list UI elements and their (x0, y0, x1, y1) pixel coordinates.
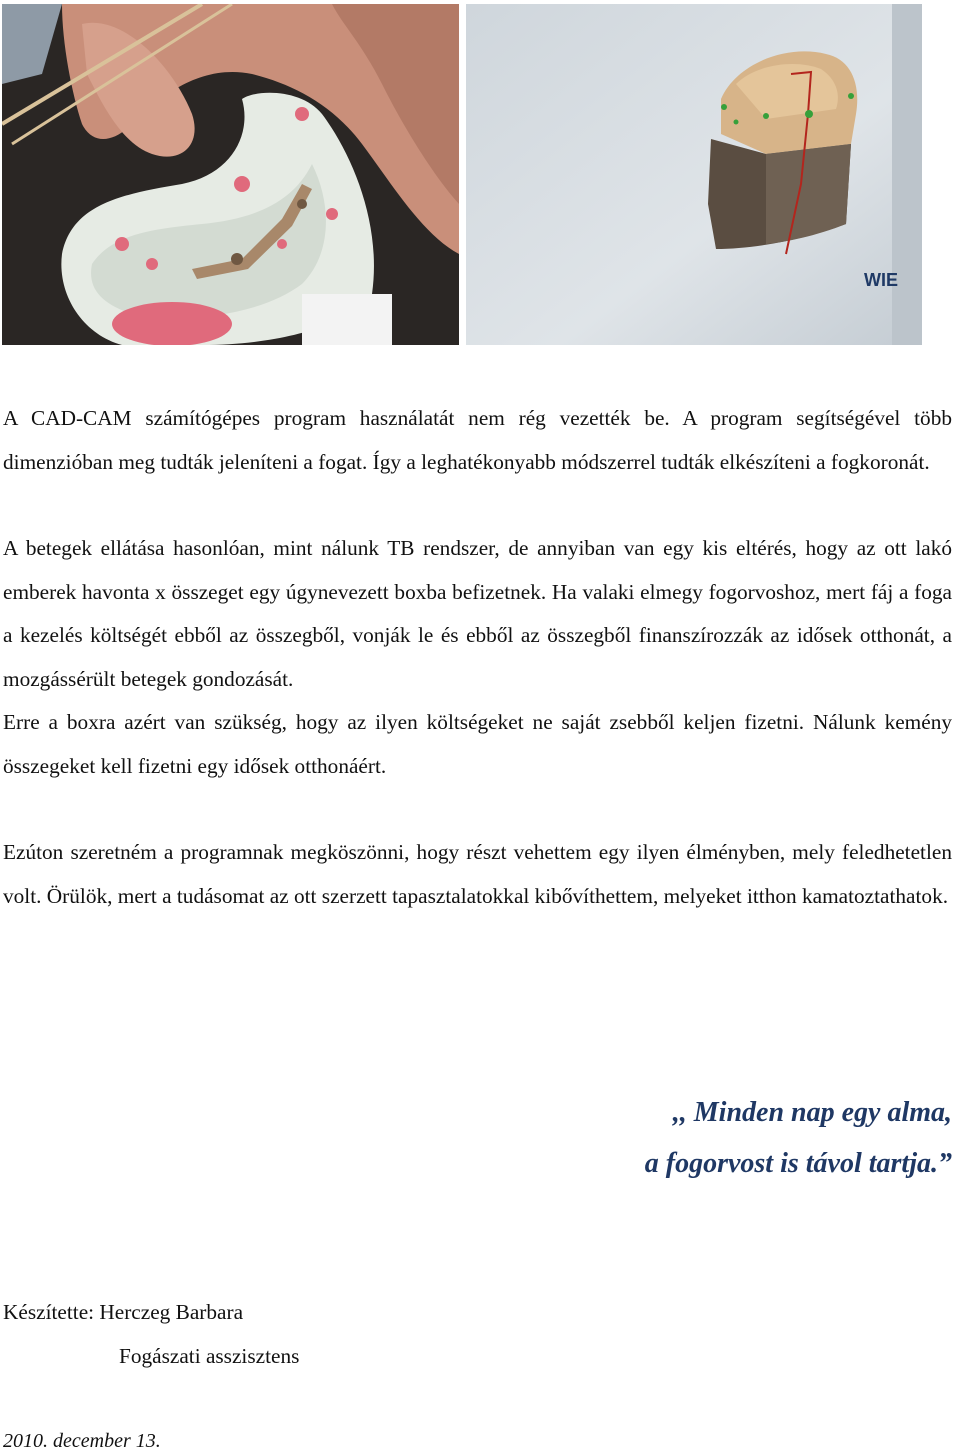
signature-role: Fogászati asszisztens (119, 1344, 300, 1368)
quote-line-2: a fogorvost is távol tartja.” (644, 1148, 952, 1179)
screen-brand-label: WIE (864, 270, 898, 290)
paragraph-patient-care: A betegek ellátása hasonlóan, mint nálunk TB rendszer, de annyiban van egy kis eltérés, hogy az ott lakó emberek havonta x összeget egy úgynevezett boxba befizetnek. Ha valaki elmegy fogorvoshoz, mert fáj a foga a kezelés költségét ebből az összegből, vonják le és ebből az összegből finanszírozzák az idősek otthonát, a mozgássérült betegek gondozását. (3, 536, 952, 691)
paragraph-thanks: Ezúton szeretném a programnak megköszönni, hogy részt vehettem egy ilyen élményben, mely feledhetetlen volt. Örülök, mert a tudásomat az ott szerzett tapasztalatokkal kibővíthettem, melyeket itthon kamatoztathatok. (3, 840, 952, 908)
photo-cad-screen (466, 4, 922, 345)
paragraph-box-reason: Erre a boxra azért van szükség, hogy az ilyen költségeket ne saját zsebből keljen fizetni. Nálunk kemény összegeket kell fizetni egy idősek otthonáért. (3, 710, 952, 778)
photo-dental-model (2, 4, 459, 345)
paragraph-cad-cam: A CAD-CAM számítógépes program használatát nem rég vezették be. A program segítségével több dimenzióban meg tudták jeleníteni a fogat. Így a leghatékonyabb módszerrel tudták elkészíteni a fogkoronát. (3, 406, 952, 474)
signature-date: 2010. december 13. (3, 1430, 161, 1452)
signature-author: Készítette: Herczeg Barbara (3, 1300, 244, 1324)
quote-line-1: ,, Minden nap egy alma, (672, 1097, 952, 1128)
